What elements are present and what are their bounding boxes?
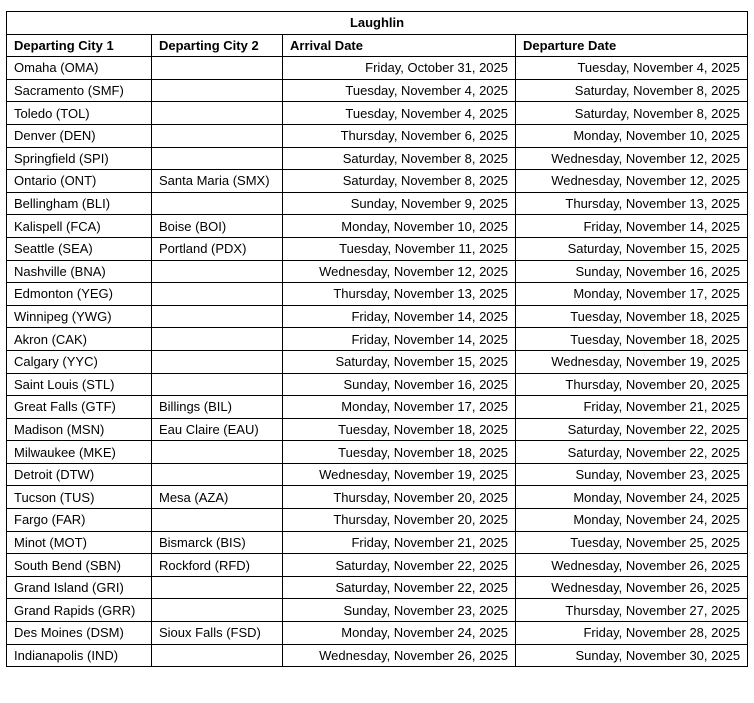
departure-date-cell: Thursday, November 13, 2025 xyxy=(516,192,748,215)
departing-city-1-cell: Milwaukee (MKE) xyxy=(7,441,152,464)
departing-city-1-cell: Tucson (TUS) xyxy=(7,486,152,509)
arrival-date-cell: Wednesday, November 19, 2025 xyxy=(283,463,516,486)
arrival-date-cell: Friday, November 14, 2025 xyxy=(283,305,516,328)
departure-date-cell: Monday, November 24, 2025 xyxy=(516,486,748,509)
arrival-date-cell: Saturday, November 22, 2025 xyxy=(283,576,516,599)
column-header-departure-date: Departure Date xyxy=(516,34,748,57)
departing-city-2-cell: Santa Maria (SMX) xyxy=(152,170,283,193)
table-row xyxy=(7,237,748,260)
departing-city-2-cell: Mesa (AZA) xyxy=(152,486,283,509)
arrival-date-cell: Tuesday, November 4, 2025 xyxy=(283,102,516,125)
departing-city-1-cell: Kalispell (FCA) xyxy=(7,215,152,238)
departing-city-1-cell: Denver (DEN) xyxy=(7,124,152,147)
departure-date-cell: Saturday, November 22, 2025 xyxy=(516,441,748,464)
departing-city-1-cell: Ontario (ONT) xyxy=(7,170,152,193)
table-row xyxy=(7,215,748,238)
table-row xyxy=(7,350,748,373)
departure-date-cell: Thursday, November 27, 2025 xyxy=(516,599,748,622)
departing-city-2-cell xyxy=(152,328,283,351)
table-header-row xyxy=(7,34,748,57)
departing-city-2-cell xyxy=(152,509,283,532)
arrival-date-cell: Sunday, November 9, 2025 xyxy=(283,192,516,215)
departing-city-1-cell: Seattle (SEA) xyxy=(7,237,152,260)
table-row xyxy=(7,373,748,396)
departing-city-1-cell: South Bend (SBN) xyxy=(7,554,152,577)
table-row xyxy=(7,170,748,193)
arrival-date-cell: Thursday, November 20, 2025 xyxy=(283,509,516,532)
arrival-date-cell: Saturday, November 22, 2025 xyxy=(283,554,516,577)
departing-city-2-cell: Rockford (RFD) xyxy=(152,554,283,577)
departing-city-1-cell: Toledo (TOL) xyxy=(7,102,152,125)
departure-date-cell: Tuesday, November 25, 2025 xyxy=(516,531,748,554)
departing-city-2-cell xyxy=(152,441,283,464)
departure-date-cell: Wednesday, November 12, 2025 xyxy=(516,147,748,170)
departure-date-cell: Sunday, November 30, 2025 xyxy=(516,644,748,667)
departing-city-2-cell xyxy=(152,283,283,306)
departing-city-2-cell xyxy=(152,260,283,283)
arrival-date-cell: Thursday, November 6, 2025 xyxy=(283,124,516,147)
departing-city-2-cell xyxy=(152,192,283,215)
table-row xyxy=(7,622,748,645)
arrival-date-cell: Tuesday, November 4, 2025 xyxy=(283,79,516,102)
table-row xyxy=(7,441,748,464)
arrival-date-cell: Friday, October 31, 2025 xyxy=(283,57,516,80)
departing-city-2-cell xyxy=(152,305,283,328)
departure-date-cell: Friday, November 21, 2025 xyxy=(516,396,748,419)
table-row xyxy=(7,531,748,554)
schedule-table xyxy=(6,11,748,667)
table-row xyxy=(7,576,748,599)
departing-city-2-cell: Billings (BIL) xyxy=(152,396,283,419)
departure-date-cell: Monday, November 10, 2025 xyxy=(516,124,748,147)
departing-city-2-cell: Sioux Falls (FSD) xyxy=(152,622,283,645)
arrival-date-cell: Saturday, November 8, 2025 xyxy=(283,147,516,170)
table-row xyxy=(7,486,748,509)
table-row xyxy=(7,328,748,351)
table-row xyxy=(7,644,748,667)
arrival-date-cell: Sunday, November 23, 2025 xyxy=(283,599,516,622)
column-header-departing-city-2: Departing City 2 xyxy=(152,34,283,57)
arrival-date-cell: Wednesday, November 12, 2025 xyxy=(283,260,516,283)
departure-date-cell: Wednesday, November 26, 2025 xyxy=(516,554,748,577)
departure-date-cell: Sunday, November 23, 2025 xyxy=(516,463,748,486)
arrival-date-cell: Tuesday, November 11, 2025 xyxy=(283,237,516,260)
departing-city-2-cell xyxy=(152,463,283,486)
table-row xyxy=(7,305,748,328)
table-row xyxy=(7,102,748,125)
departure-date-cell: Sunday, November 16, 2025 xyxy=(516,260,748,283)
departing-city-2-cell xyxy=(152,599,283,622)
column-header-arrival-date: Arrival Date xyxy=(283,34,516,57)
departing-city-1-cell: Sacramento (SMF) xyxy=(7,79,152,102)
departing-city-1-cell: Akron (CAK) xyxy=(7,328,152,351)
departure-date-cell: Saturday, November 22, 2025 xyxy=(516,418,748,441)
arrival-date-cell: Friday, November 14, 2025 xyxy=(283,328,516,351)
departing-city-2-cell xyxy=(152,124,283,147)
arrival-date-cell: Friday, November 21, 2025 xyxy=(283,531,516,554)
departing-city-1-cell: Fargo (FAR) xyxy=(7,509,152,532)
departing-city-2-cell xyxy=(152,576,283,599)
departure-date-cell: Tuesday, November 18, 2025 xyxy=(516,305,748,328)
departing-city-2-cell xyxy=(152,147,283,170)
departing-city-1-cell: Springfield (SPI) xyxy=(7,147,152,170)
table-row xyxy=(7,463,748,486)
departing-city-1-cell: Omaha (OMA) xyxy=(7,57,152,80)
departing-city-2-cell xyxy=(152,79,283,102)
departing-city-1-cell: Great Falls (GTF) xyxy=(7,396,152,419)
departure-date-cell: Tuesday, November 4, 2025 xyxy=(516,57,748,80)
departing-city-1-cell: Madison (MSN) xyxy=(7,418,152,441)
departing-city-2-cell: Eau Claire (EAU) xyxy=(152,418,283,441)
departing-city-1-cell: Grand Rapids (GRR) xyxy=(7,599,152,622)
departing-city-2-cell xyxy=(152,350,283,373)
schedule-table-container xyxy=(6,11,747,667)
arrival-date-cell: Tuesday, November 18, 2025 xyxy=(283,441,516,464)
departing-city-2-cell xyxy=(152,644,283,667)
table-row xyxy=(7,283,748,306)
departing-city-2-cell xyxy=(152,57,283,80)
departing-city-1-cell: Detroit (DTW) xyxy=(7,463,152,486)
arrival-date-cell: Wednesday, November 26, 2025 xyxy=(283,644,516,667)
arrival-date-cell: Monday, November 24, 2025 xyxy=(283,622,516,645)
departing-city-2-cell: Portland (PDX) xyxy=(152,237,283,260)
departure-date-cell: Saturday, November 15, 2025 xyxy=(516,237,748,260)
table-row xyxy=(7,599,748,622)
departure-date-cell: Monday, November 17, 2025 xyxy=(516,283,748,306)
departure-date-cell: Monday, November 24, 2025 xyxy=(516,509,748,532)
arrival-date-cell: Sunday, November 16, 2025 xyxy=(283,373,516,396)
departing-city-1-cell: Nashville (BNA) xyxy=(7,260,152,283)
table-row xyxy=(7,124,748,147)
departing-city-1-cell: Indianapolis (IND) xyxy=(7,644,152,667)
departing-city-2-cell xyxy=(152,102,283,125)
departure-date-cell: Wednesday, November 26, 2025 xyxy=(516,576,748,599)
arrival-date-cell: Thursday, November 20, 2025 xyxy=(283,486,516,509)
departing-city-1-cell: Des Moines (DSM) xyxy=(7,622,152,645)
arrival-date-cell: Monday, November 10, 2025 xyxy=(283,215,516,238)
table-title-row xyxy=(7,12,748,35)
table-row xyxy=(7,57,748,80)
departing-city-1-cell: Winnipeg (YWG) xyxy=(7,305,152,328)
departing-city-1-cell: Minot (MOT) xyxy=(7,531,152,554)
departing-city-1-cell: Saint Louis (STL) xyxy=(7,373,152,396)
departure-date-cell: Thursday, November 20, 2025 xyxy=(516,373,748,396)
departing-city-2-cell xyxy=(152,373,283,396)
arrival-date-cell: Saturday, November 15, 2025 xyxy=(283,350,516,373)
table-row xyxy=(7,79,748,102)
table-row xyxy=(7,396,748,419)
table-row xyxy=(7,260,748,283)
column-header-departing-city-1: Departing City 1 xyxy=(7,34,152,57)
departing-city-1-cell: Edmonton (YEG) xyxy=(7,283,152,306)
departure-date-cell: Saturday, November 8, 2025 xyxy=(516,102,748,125)
departure-date-cell: Wednesday, November 19, 2025 xyxy=(516,350,748,373)
table-row xyxy=(7,192,748,215)
table-row xyxy=(7,509,748,532)
departing-city-1-cell: Calgary (YYC) xyxy=(7,350,152,373)
table-title: Laughlin xyxy=(7,12,748,35)
table-row xyxy=(7,554,748,577)
table-row xyxy=(7,418,748,441)
departure-date-cell: Friday, November 14, 2025 xyxy=(516,215,748,238)
arrival-date-cell: Monday, November 17, 2025 xyxy=(283,396,516,419)
arrival-date-cell: Saturday, November 8, 2025 xyxy=(283,170,516,193)
departing-city-2-cell: Bismarck (BIS) xyxy=(152,531,283,554)
departure-date-cell: Tuesday, November 18, 2025 xyxy=(516,328,748,351)
table-body xyxy=(7,57,748,667)
departure-date-cell: Friday, November 28, 2025 xyxy=(516,622,748,645)
arrival-date-cell: Thursday, November 13, 2025 xyxy=(283,283,516,306)
table-row xyxy=(7,147,748,170)
departing-city-1-cell: Grand Island (GRI) xyxy=(7,576,152,599)
departing-city-2-cell: Boise (BOI) xyxy=(152,215,283,238)
departing-city-1-cell: Bellingham (BLI) xyxy=(7,192,152,215)
departure-date-cell: Wednesday, November 12, 2025 xyxy=(516,170,748,193)
departure-date-cell: Saturday, November 8, 2025 xyxy=(516,79,748,102)
arrival-date-cell: Tuesday, November 18, 2025 xyxy=(283,418,516,441)
